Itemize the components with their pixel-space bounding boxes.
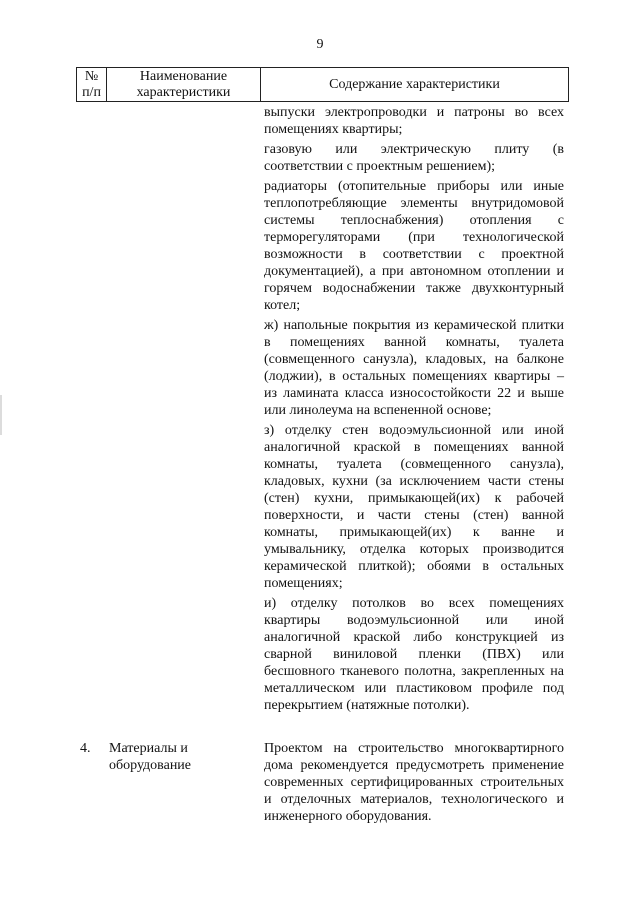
header-number-line1: № xyxy=(84,68,99,84)
header-cell-name xyxy=(107,68,261,101)
paragraph-stove: газовую или электрическую плиту (в соответствии с проектным решением); xyxy=(264,142,564,174)
paragraph-wiring: выпуски электропроводки и патроны во всех помещениях квартиры; xyxy=(264,105,564,137)
header-cell-number xyxy=(77,68,107,101)
header-number-line2: п/п xyxy=(82,84,101,100)
paragraph-wall-finishing: з) отделку стен водоэмульсионной или иной аналогичной краской в помещениях ванной комнаты, туалета (совмещенного санузла), кладовых, кухни (за исключением части стены (стен) кухни, примыкающей(их) к рабочей поверхности, и части стены (стен) ванной комнаты, примыкающей(их) к ванне и умывальнику, отделка которых производится керамической плиткой); обоями в остальных помещениях; xyxy=(264,423,564,591)
paragraph-floor-coverings: ж) напольные покрытия из керамической плитки в помещениях ванной комнаты, туалета (совмещенного санузла), кладовых, на балконе (лоджии), в остальных помещениях квартиры – из ламината класса износостойкости 22 и выше или линолеума на вспененной основе; xyxy=(264,318,564,418)
header-content-label: Содержание характеристики xyxy=(329,76,500,92)
paragraph-ceiling-finishing: и) отделку потолков во всех помещениях квартиры водоэмульсионной или иной аналогичной краской либо конструкцией из сварной виниловой пленки (ПВХ) или бесшовного тканевого полотна, закрепленных на металлическом или пластиковом профиле под перекрытием (натяжные потолки). xyxy=(264,596,564,713)
row-number: 4. xyxy=(80,741,91,756)
paragraph-radiators: радиаторы (отопительные приборы или иные теплопотребляющие элементы внутридомовой системы теплоснабжения) отопления с терморегуляторами (при технологической возможности в соответствии с проектной документацией), а при автономном отоплении и горячем водоснабжении также двухконтурный котел; xyxy=(264,179,564,313)
row-name: Материалы и оборудование xyxy=(109,741,192,773)
continuation-content xyxy=(264,104,564,717)
header-name-line2: характеристики xyxy=(136,84,231,100)
page-number: 9 xyxy=(316,37,324,52)
table-header xyxy=(76,67,569,102)
header-name-line1: Наименование xyxy=(139,68,228,84)
scan-edge-mark xyxy=(0,395,2,435)
row-content: Проектом на строительство многоквартирного дома рекомендуется предусмотреть применение современных сертифицированных строительных и отделочных материалов, технологического и инженерного оборудования. xyxy=(264,741,564,824)
header-cell-content xyxy=(261,68,568,101)
